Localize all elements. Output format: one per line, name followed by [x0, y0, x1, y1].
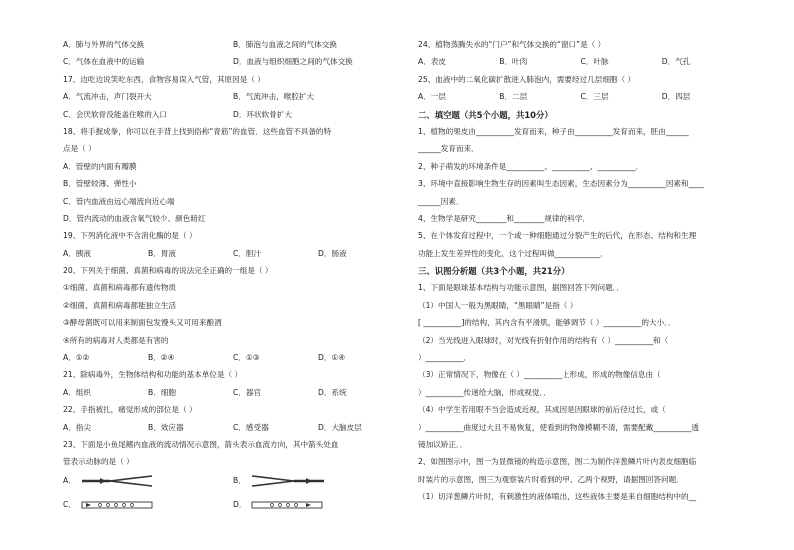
q21-option-b: B．细胞 — [148, 387, 176, 397]
q24-stem: 24、植物蒸腾失水的“门户”和气体交换的“窗口”是（ ） — [418, 40, 606, 49]
diagram-q2-stem-line-1: 2、如图图示中，图一为显微镜的构造示意图，图二为制作洋葱鳞片叶内表皮细胞临 — [418, 457, 697, 467]
diagram-q1-part4-line-3: 镜加以矫正．． — [418, 439, 468, 449]
q21-option-c: C．器官 — [233, 387, 262, 397]
q23-figure-b-label: B． — [233, 476, 246, 486]
q20-option-c: C．①③ — [233, 353, 260, 363]
q16-options-row-1 — [63, 40, 403, 50]
q25-option-a: A．一层 — [418, 92, 446, 102]
q17-options-row-1 — [63, 92, 403, 102]
q20-statement-4: ④所有的病毒对人类都是有害的 — [63, 335, 169, 345]
q24-option-a: A．表皮 — [418, 57, 446, 67]
fill-5-line-1: 5、在个体发育过程中，一个或一种细胞通过分裂产生的后代，在形态、结构和生理 — [418, 231, 697, 241]
q19-option-b: B．胃液 — [148, 248, 176, 258]
left-column — [63, 40, 403, 523]
q23-figure-c-label: C． — [63, 500, 76, 510]
q23-stem-line-1: 23、下面是小鱼尾鳍内血液的流动情况示意图，箭头表示血流方向，其中箭头处血 — [63, 439, 339, 449]
q24-option-d: D．气孔 — [661, 57, 691, 67]
q18-stem-line-1: 18、将手握成拳，你可以在手背上找到俗称“青筋”的血管．这些血管不具备的特 — [63, 126, 332, 136]
fill-1-line-1: 1、植物的果皮由__________发育而来，种子由__________发育而来，胚由______ — [418, 126, 689, 136]
q21-options — [63, 388, 403, 398]
q22-option-a: A．指尖 — [63, 422, 91, 432]
q25-stem: 25、血液中的二氧化碳扩散进入肺泡内，需要经过几层细胞（ ） — [418, 74, 636, 84]
q20-options — [63, 353, 403, 363]
q16-option-d: D．血液与组织细胞之间的气体交换 — [233, 57, 353, 67]
capillary-diagram-2 — [250, 499, 328, 511]
q16-option-a: A．肺与外界的气体交换 — [63, 40, 145, 49]
q24-option-b: B．叶肉 — [499, 57, 528, 67]
section-3-title: 三、识图分析题（共3个小题，共21分） — [418, 266, 570, 277]
diagram-q2-part1: （1）切洋葱鳞片叶时，有刺激性的液体喷出，这些液体主要是来自细胞结构中的__ — [418, 492, 697, 502]
fill-5-line-2: 功能上发生差异性的变化，这个过程叫做____________． — [418, 248, 608, 258]
q20-option-b: B．②④ — [148, 353, 175, 363]
q25-option-d: D．四层 — [661, 92, 691, 102]
q25-option-b: B．二层 — [499, 92, 528, 102]
q17-option-c: C．会厌软骨没能盖住喉的入口 — [63, 109, 168, 119]
q17-stem: 17、边吃边说笑吃东西，食物容易误入气管，其原因是（ ） — [63, 74, 265, 84]
q17-option-a: A．气流冲击，声门裂开大 — [63, 92, 152, 102]
q25-option-c: C．三层 — [580, 92, 609, 102]
q20-statement-1: ①细菌、真菌和病毒都有遗传物质 — [63, 283, 177, 293]
q19-option-c: C．胆汁 — [233, 248, 262, 258]
diagram-q1-part2-line-1: （2）当光线进入眼球时，对光线有折射作用的结构有（ ）__________和（ — [418, 335, 669, 345]
fill-3-line-2: ______因素． — [418, 196, 464, 206]
q22-option-b: B．效应器 — [148, 422, 184, 432]
q22-option-d: D．大脑皮层 — [318, 422, 362, 432]
q21-option-d: D．系统 — [318, 387, 347, 397]
q20-statement-2: ②细菌、真菌和病毒都能独立生活 — [63, 300, 177, 310]
q23-figure-d-label: D． — [233, 500, 247, 510]
q18-option-b: B．管壁较薄、弹性小 — [63, 179, 137, 189]
diagram-q1-part1-line-2: [ __________]的结构，其内含有平滑肌，能够调节（ ）__________的大小．． — [418, 318, 676, 328]
fill-3-line-1: 3、环境中直接影响生物生存的因素叫生态因素，生态因素分为__________因素和____ — [418, 179, 704, 189]
q22-option-c: C．感受器 — [233, 422, 269, 432]
vessel-merging-diagram — [250, 475, 328, 487]
q18-stem-line-2: 点是（ ） — [63, 144, 96, 154]
q23-figure-a — [63, 475, 233, 487]
diagram-q1-stem: 1、下面是眼球基本结构与功能示意图，据图回答下列问题．． — [418, 283, 625, 293]
q19-stem: 19、下列消化液中不含消化酶的是（ ） — [63, 231, 197, 241]
fill-1-line-2: ______发育而来． — [418, 144, 479, 154]
q20-statement-3: ③酵母菌既可以用来制面包发馒头又可用来酿酒 — [63, 318, 222, 328]
q23-figure-a-label: A． — [63, 476, 76, 486]
diagram-q1-part4-line-2: ）__________曲度过大且不易恢复，使看到的物像模糊不清，需要配戴__________透 — [418, 422, 699, 432]
fill-4: 4、生物学是研究________和________规律的科学． — [418, 213, 590, 223]
q20-stem: 20、下列关于细菌、真菌和病毒的说法完全正确的一组是（ ） — [63, 266, 273, 276]
vessel-branching-diagram — [80, 475, 158, 487]
q17-option-b: B．气流冲击，喉腔扩大 — [233, 92, 315, 102]
section-2-title: 二、填空题（共5个小题，共10分） — [418, 109, 553, 120]
q18-option-c: C．管内血液由远心端流向近心端 — [63, 196, 175, 206]
q16-option-c: C．气体在血液中的运输 — [63, 57, 145, 67]
diagram-q1-part1-line-1: （1）中国人一般为黑眼睛，“黑眼睛”是指（ ） — [418, 300, 578, 310]
q23-figures-row-1 — [63, 475, 403, 487]
diagram-q1-part2-line-2: ）__________． — [418, 353, 472, 363]
q23-figure-c — [63, 499, 233, 511]
q20-option-d: D．①④ — [318, 353, 346, 363]
q21-option-a: A．组织 — [63, 387, 91, 397]
capillary-diagram — [80, 499, 158, 511]
q22-options — [63, 423, 403, 433]
diagram-q1-part3-line-1: （3）正常情况下，物像在（ ）__________上形成，形成的物像信息由（ — [418, 370, 661, 380]
q19-option-a: A．胰液 — [63, 248, 91, 258]
q24-options — [418, 57, 743, 67]
q16-option-b: B．肺泡与血液之间的气体交换 — [233, 40, 337, 49]
q23-figure-b — [233, 475, 403, 487]
q19-option-d: D．肠液 — [318, 248, 347, 258]
q18-option-d: D．管内流动的血液含氧气较少、颜色暗红 — [63, 213, 206, 223]
q21-stem: 21、除病毒外，生物体结构和功能的基本单位是（ ） — [63, 370, 243, 380]
diagram-q1-part3-line-2: ）__________传递给大脑，形成视觉．． — [418, 387, 551, 397]
q24-option-c: C．叶脉 — [580, 57, 609, 67]
q23-stem-line-2: 管表示动脉的是（ ） — [63, 457, 134, 467]
q17-options-row-2 — [63, 110, 403, 120]
fill-2: 2、种子萌发的环境条件是__________、__________、__________． — [418, 161, 644, 171]
diagram-q1-part4-line-1: （4）中学生若用眼不当会造成近视，其成因是因眼球的前后径过长，或（ — [418, 405, 666, 415]
diagram-q2-stem-line-2: 时装片的示意图，图三为观察装片时看到的甲、乙两个视野，请据图回答问题． — [418, 474, 684, 484]
q22-stem: 22、手指被扎，痛觉形成的部位是（ ） — [63, 405, 197, 415]
q18-option-a: A．管壁的内面有瓣膜 — [63, 161, 137, 171]
q23-figures-row-2 — [63, 499, 403, 511]
q16-options-row-2 — [63, 57, 403, 67]
right-column — [418, 40, 743, 510]
q20-option-a: A．①② — [63, 353, 90, 363]
q17-option-d: D．环状软骨扩大 — [233, 109, 293, 119]
q23-figure-d — [233, 499, 403, 511]
q25-options — [418, 92, 743, 102]
q19-options — [63, 249, 403, 259]
